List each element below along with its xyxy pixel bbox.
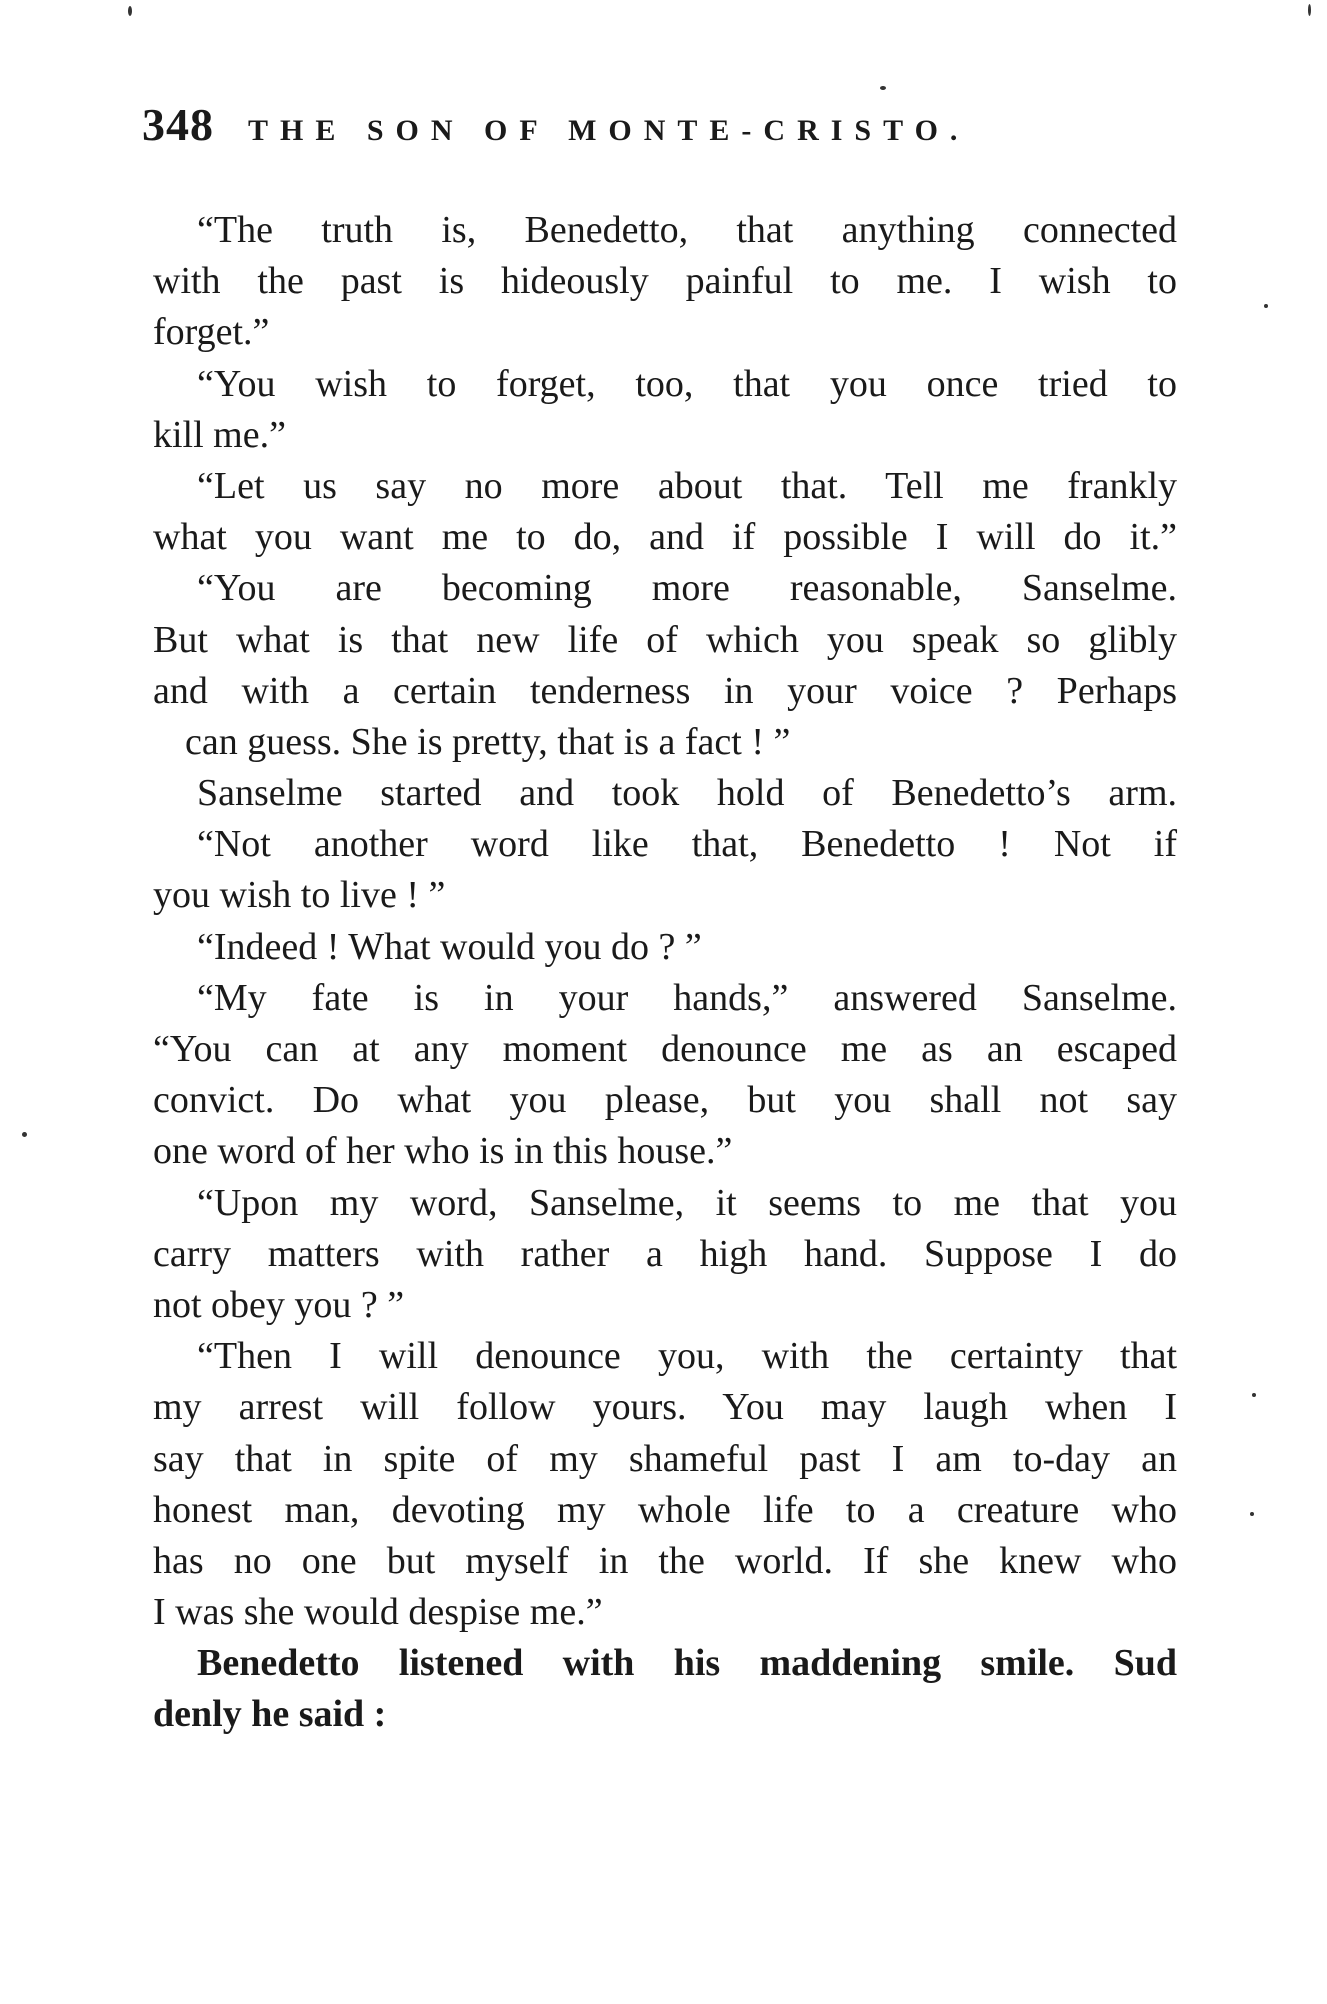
body-text <box>153 205 1177 1741</box>
text-line: “You are becoming more reasonable, Sanselme. <box>197 567 1177 610</box>
text-line: my arrest will follow yours. You may laugh when I <box>153 1386 1177 1429</box>
text-line: forget.” <box>153 311 270 354</box>
text-line: “Then I will denounce you, with the certainty that <box>197 1335 1177 1378</box>
text-line: “Indeed ! What would you do ? ” <box>197 925 702 968</box>
text-line: you wish to live ! ” <box>153 874 446 917</box>
text-line: Benedetto listened with his maddening smile. Sud <box>197 1642 1177 1685</box>
text-line: one word of her who is in this house.” <box>153 1130 733 1173</box>
text-line: has no one but myself in the world. If she knew who <box>153 1539 1177 1582</box>
text-line: I was she would despise me.” <box>153 1591 603 1634</box>
text-line: But what is that new life of which you speak so glibly <box>153 618 1177 661</box>
running-head <box>142 98 1182 158</box>
page-number: 348 <box>142 99 214 150</box>
text-line: “Upon my word, Sanselme, it seems to me that you <box>197 1181 1177 1224</box>
text-line: with the past is hideously painful to me. I wish to <box>153 260 1177 303</box>
print-speck <box>880 86 886 90</box>
text-line: can guess. She is pretty, that is a fact ! ” <box>185 720 791 763</box>
text-line: carry matters with rather a high hand. Suppose I do <box>153 1232 1177 1275</box>
text-line: what you want me to do, and if possible I will do it.” <box>153 516 1177 559</box>
print-speck <box>1308 4 1311 16</box>
text-line: convict. Do what you please, but you shall not say <box>153 1079 1177 1122</box>
print-speck <box>1252 1393 1256 1397</box>
text-line: say that in spite of my shameful past I am to-day an <box>153 1437 1177 1480</box>
text-line: honest man, devoting my whole life to a creature who <box>153 1488 1177 1531</box>
text-line: “Let us say no more about that. Tell me frankly <box>197 464 1177 507</box>
print-speck <box>1250 1512 1254 1516</box>
text-line: “My fate is in your hands,” answered Sanselme. <box>197 976 1177 1019</box>
text-line: kill me.” <box>153 413 286 456</box>
print-speck <box>1264 304 1268 308</box>
text-line: not obey you ? ” <box>153 1283 405 1326</box>
running-title: THE SON OF MONTE-CRISTO. <box>248 114 970 147</box>
print-speck <box>22 1132 27 1137</box>
text-line: and with a certain tenderness in your voice ? Perhaps <box>153 669 1177 712</box>
text-line: “You can at any moment denounce me as an escaped <box>153 1028 1177 1070</box>
text-line: Sanselme started and took hold of Benedetto’s arm. <box>197 772 1177 815</box>
print-speck <box>128 6 132 16</box>
text-line: “Not another word like that, Benedetto ! Not if <box>197 823 1177 866</box>
text-line: denly he said : <box>153 1693 387 1736</box>
text-line: “The truth is, Benedetto, that anything connected <box>197 209 1177 251</box>
text-line: “You wish to forget, too, that you once tried to <box>197 362 1177 405</box>
